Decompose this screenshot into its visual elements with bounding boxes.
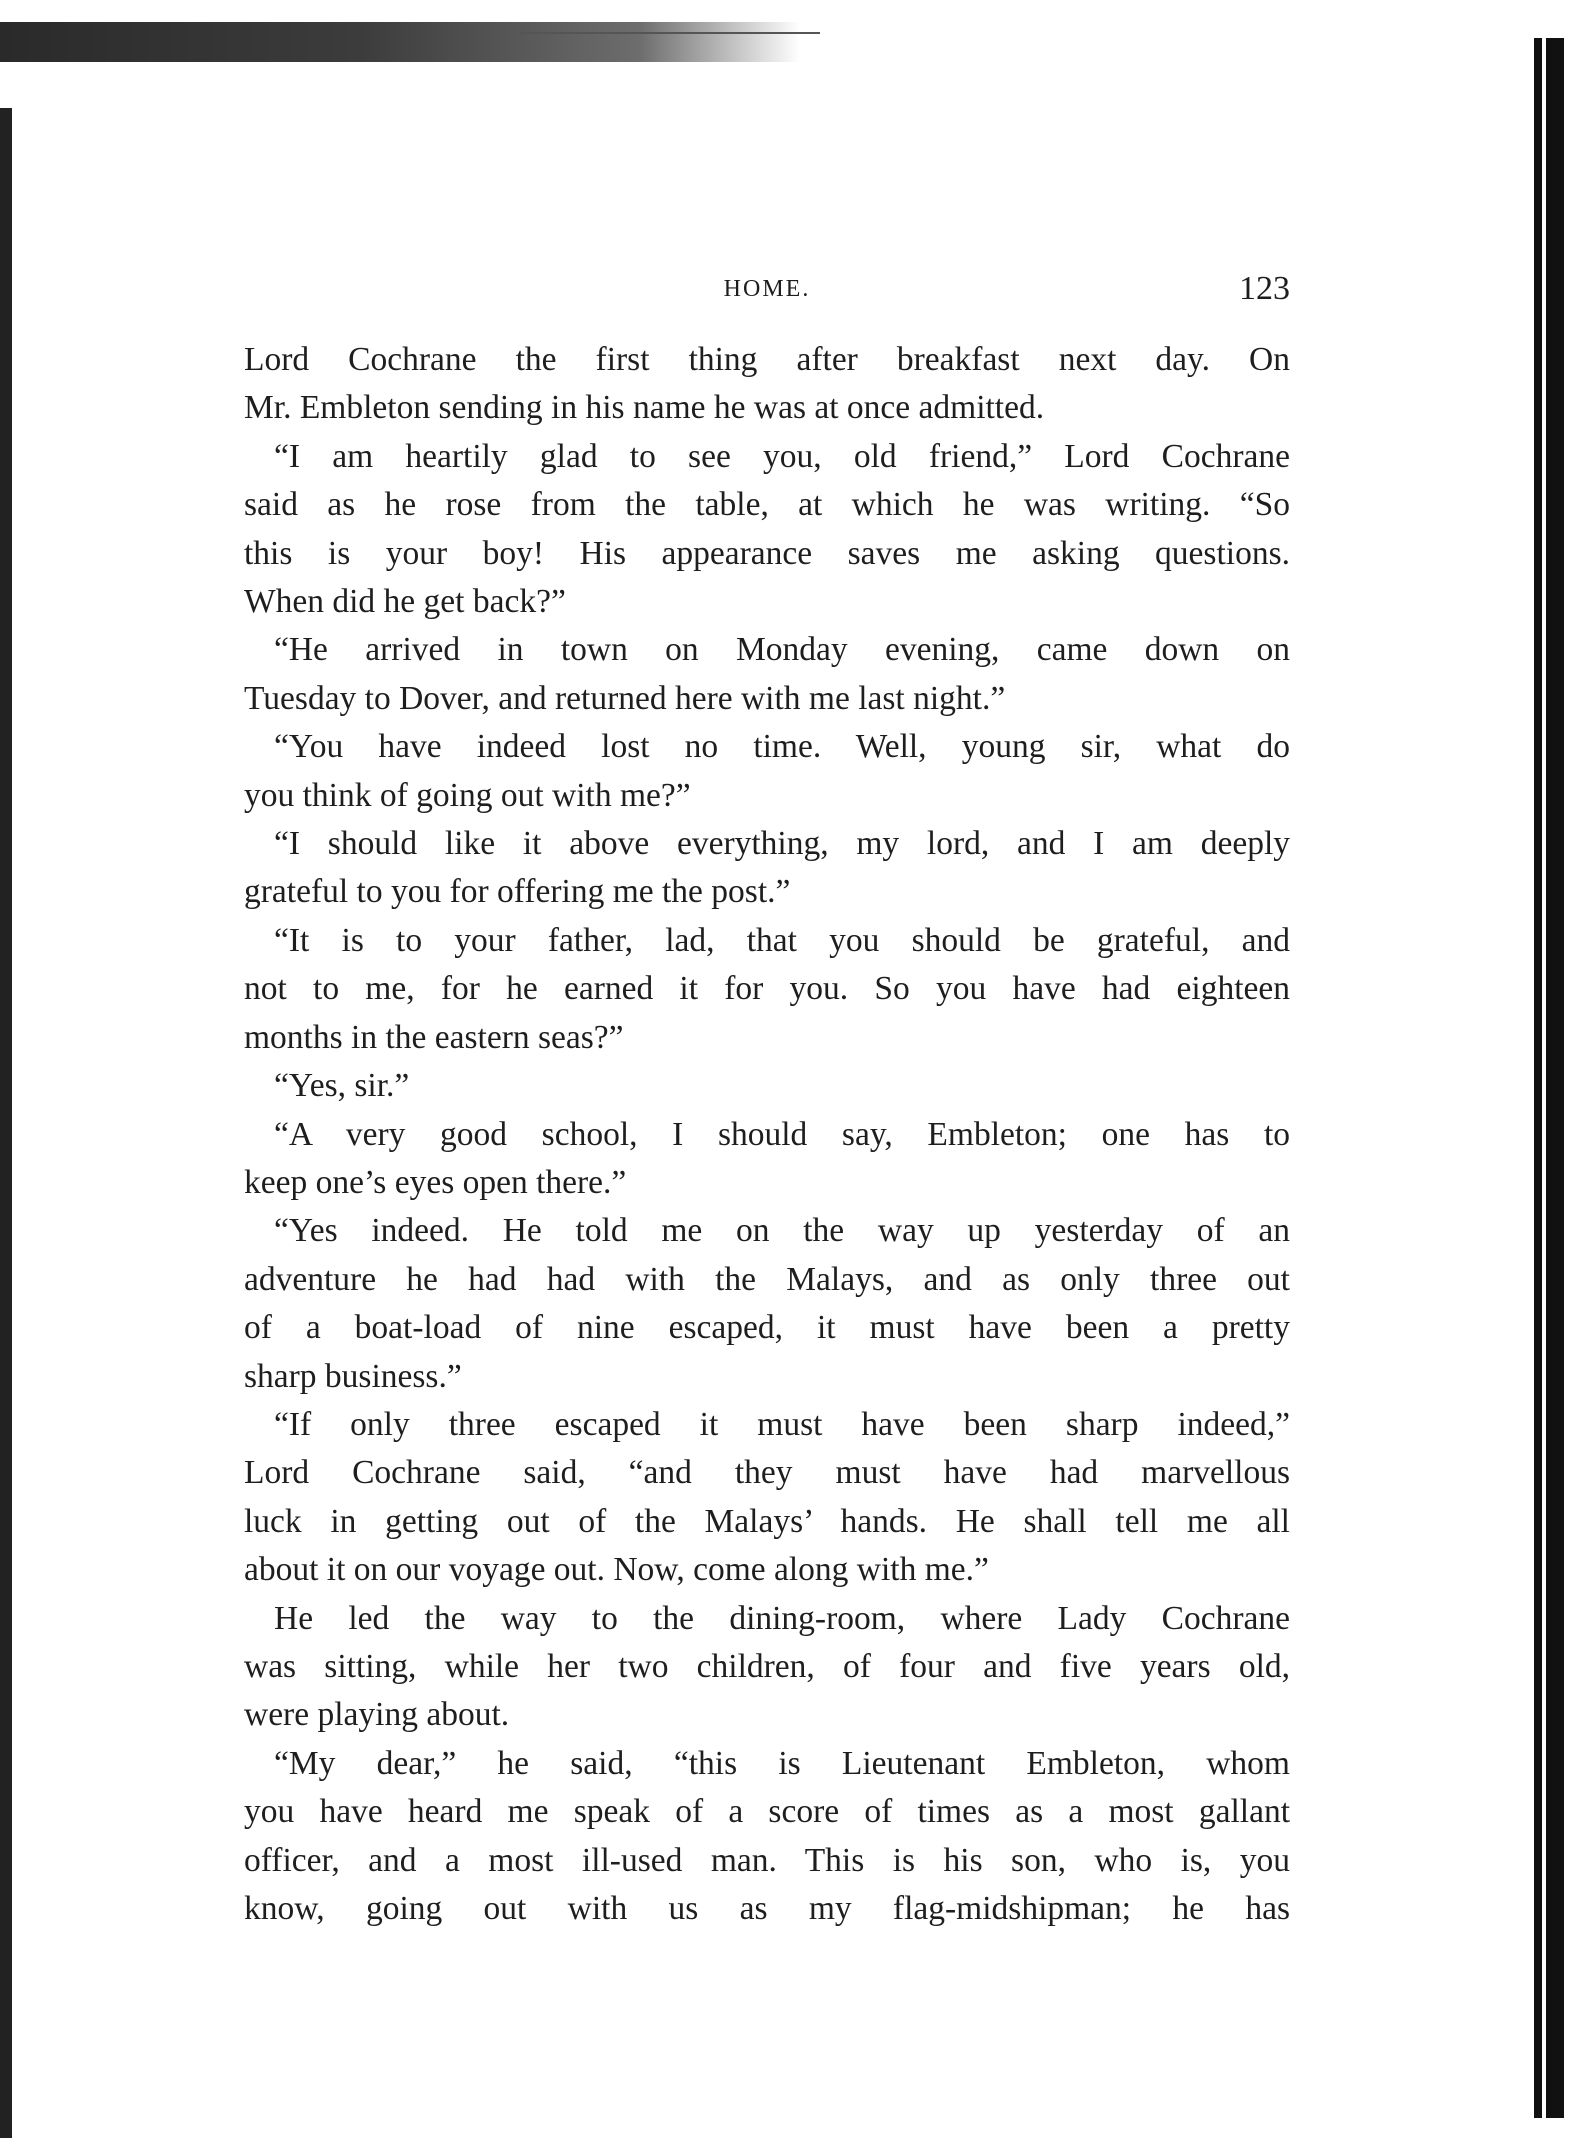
text-line: Lord Cochrane the first thing after breakfast next day. On — [244, 341, 1290, 378]
text-line: “Yes, sir.” — [274, 1067, 410, 1105]
text-line: about it on our voyage out. Now, come along with me.” — [244, 1551, 989, 1589]
text-line: were playing about. — [244, 1696, 510, 1734]
text-line: “He arrived in town on Monday evening, came down on — [274, 631, 1290, 669]
scan-shadow-right — [1534, 38, 1564, 2118]
text-line: “You have indeed lost no time. Well, young sir, what do — [274, 728, 1290, 766]
text-line: know, going out with us as my flag-midshipman; he has — [244, 1890, 1290, 1927]
text-line: When did he get back?” — [244, 583, 566, 621]
scan-shadow-top-line — [520, 32, 820, 34]
body-text — [244, 336, 1290, 1933]
scan-shadow-left — [0, 108, 16, 2138]
text-line: “It is to your father, lad, that you should be grateful, and — [274, 921, 1290, 959]
text-line: “I should like it above everything, my lord, and I am deeply — [274, 825, 1290, 863]
text-line: “My dear,” he said, “this is Lieutenant Embleton, whom — [274, 1744, 1290, 1782]
text-line: you have heard me speak of a score of times as a most gallant — [244, 1793, 1290, 1831]
running-head — [244, 270, 1290, 306]
text-line: not to me, for he earned it for you. So you have had eighteen — [244, 970, 1290, 1008]
text-line: months in the eastern seas?” — [244, 1018, 624, 1056]
text-line: this is your boy! His appearance saves me asking questions. — [244, 534, 1290, 572]
text-line: luck in getting out of the Malays’ hands. He shall tell me all — [244, 1502, 1290, 1540]
text-line: adventure he had had with the Malays, and as only three out — [244, 1260, 1290, 1298]
text-line: grateful to you for offering me the post.” — [244, 873, 791, 911]
text-line: “I am heartily glad to see you, old friend,” Lord Cochrane — [274, 437, 1290, 475]
text-line: said as he rose from the table, at which he was writing. “So — [244, 486, 1290, 524]
text-line: sharp business.” — [244, 1357, 462, 1395]
scan-shadow-top — [0, 22, 800, 62]
text-line: was sitting, while her two children, of four and five years old, — [244, 1647, 1290, 1685]
text-line: you think of going out with me?” — [244, 776, 691, 814]
text-line: Mr. Embleton sending in his name he was at once admitted. — [244, 389, 1045, 427]
text-line: “If only three escaped it must have been sharp indeed,” — [274, 1405, 1290, 1443]
text-line: Lord Cochrane said, “and they must have had marvellous — [244, 1454, 1290, 1492]
text-line: keep one’s eyes open there.” — [244, 1163, 627, 1201]
text-line: “A very good school, I should say, Embleton; one has to — [274, 1115, 1290, 1153]
text-line: of a boat-load of nine escaped, it must have been a pretty — [244, 1309, 1290, 1347]
text-line: officer, and a most ill-used man. This is his son, who is, you — [244, 1841, 1290, 1879]
text-line: “Yes indeed. He told me on the way up yesterday of an — [274, 1212, 1290, 1250]
page-number: 123 — [1239, 270, 1290, 307]
text-line: Tuesday to Dover, and returned here with me last night.” — [244, 679, 1006, 717]
running-title: HOME. — [723, 276, 811, 302]
text-line: He led the way to the dining-room, where Lady Cochrane — [274, 1599, 1290, 1637]
